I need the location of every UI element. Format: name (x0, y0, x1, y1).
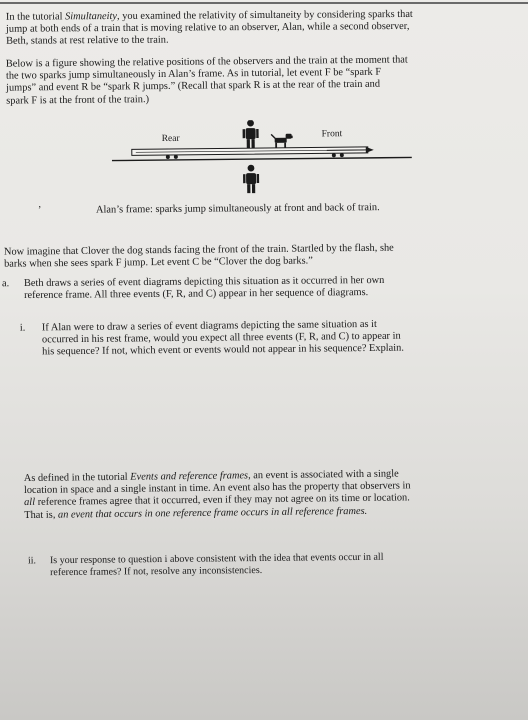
definition-line-4a: That is, (24, 509, 59, 521)
events-tutorial-title: Events and reference frames (130, 470, 249, 483)
rear-label: Rear (161, 133, 180, 145)
front-label: Front (321, 129, 343, 140)
top-rule (0, 2, 528, 4)
definition-line-1b: , an event is associated with a single (248, 468, 399, 482)
intro-line-2: jump at both ends of a train that is moving relative to an observer, Alan, while a second observer, (5, 21, 410, 35)
definition-line-3: reference frames agree that it occurred, even if they may not agree on its time or location. (35, 492, 410, 509)
intro-line-3: Beth, stands at rest relative to the train. (6, 35, 169, 48)
figure-desc-line-3: jumps” and event R be “spark R jumps.” (Recall that spark R is at the rear of the train and (6, 79, 381, 95)
question-i-line-2: occurred in his rest frame, would you expect all three events (F, R, and C) to appear in (41, 330, 401, 346)
definition-line-2: location in space and a single instant in time. An event also has the property that observers in (23, 480, 411, 497)
definition-paragraph (24, 467, 521, 522)
clover-line-2: barks when she sees spark F jump. Let event C be “Clover the dog barks.” (4, 255, 313, 270)
track-line (112, 157, 412, 160)
stray-mark: ’ (38, 205, 42, 216)
definition-emphasis: an event that occurs in one reference frame occurs in all reference frames. (57, 505, 368, 521)
question-ii-line-2: reference frames? If not, resolve any inconsistencies. (50, 565, 263, 579)
definition-line-1a: As defined in the tutorial (23, 471, 131, 485)
question-ii-marker: ii. (27, 555, 37, 567)
alan-figure (243, 165, 259, 194)
intro-line-1b: , you examined the relativity of simultaneity by considering sparks that (116, 8, 413, 22)
question-i-line-3: his sequence? If not, which event or events would not appear in his sequence? Explain. (42, 343, 404, 358)
question-ii-line-1: Is your response to question i above consistent with the idea that events occur in all (49, 551, 384, 567)
definition-all-emphasis: all (24, 497, 36, 509)
arrow-head-icon (366, 147, 374, 153)
question-i-line-1: If Alan were to draw a series of event diagrams depicting the same situation as it (41, 318, 377, 334)
dog-icon (271, 134, 293, 149)
clover-line-1: Now imagine that Clover the dog stands facing the front of the train. Startled by the flash, she (3, 242, 394, 258)
question-ii (28, 551, 488, 580)
intro-line-1a: In the tutorial (5, 11, 66, 23)
figure-caption: Alan’s frame: sparks jump simultaneously at front and back of train. (95, 202, 380, 216)
simultaneity-title: Simultaneity (65, 10, 118, 23)
part-a-marker: a. (1, 278, 10, 290)
part-a-line-2: reference frame. All three events (F, R, and C) appear in her sequence of diagrams. (24, 287, 369, 302)
part-a-line-1: Beth draws a series of event diagrams depicting this situation as it occurred in her own (23, 274, 385, 290)
figure-desc-line-1: Below is a figure showing the relative positions of the observers and the train at the moment that (5, 54, 408, 70)
figure-description (6, 53, 506, 107)
question-i-marker: i. (19, 322, 26, 334)
clover-paragraph (4, 241, 516, 271)
part-a (1, 274, 516, 303)
question-i (20, 317, 520, 359)
figure-desc-line-2: the two sparks jump simultaneously in Alan’s frame. As in tutorial, let event F be “spark F (5, 66, 382, 82)
figure-desc-line-4: spark F is at the front of the train.) (6, 93, 150, 107)
intro-paragraph (6, 8, 506, 48)
beth-figure (242, 120, 258, 149)
